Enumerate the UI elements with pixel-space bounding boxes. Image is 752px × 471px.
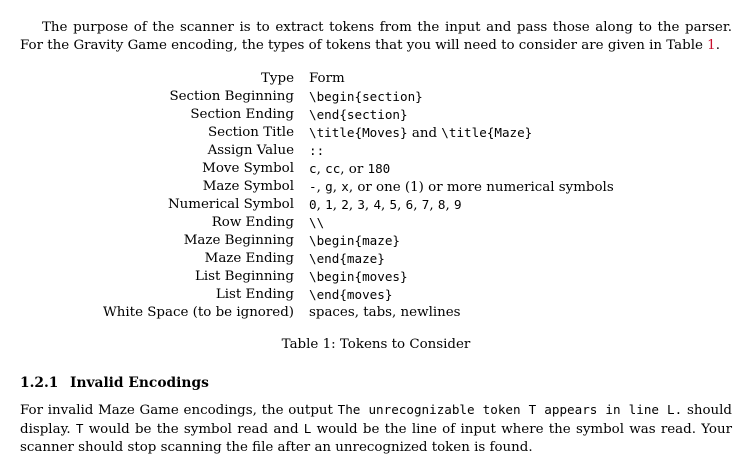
token-form <box>309 178 614 197</box>
token-form <box>309 124 532 143</box>
form-code: \title{Maze} <box>441 125 533 140</box>
token-form <box>309 304 461 322</box>
table-row <box>0 142 752 160</box>
form-code: 180 <box>367 161 391 176</box>
token-form <box>309 232 400 251</box>
form-text: , <box>397 198 406 213</box>
table-row <box>0 160 752 178</box>
form-code: \\ <box>309 215 325 230</box>
table-row <box>0 250 752 268</box>
form-text: , <box>429 198 438 213</box>
token-type: List Ending <box>215 287 294 302</box>
token-form <box>309 142 324 161</box>
form-code: 8 <box>437 197 446 212</box>
token-type: Maze Symbol <box>202 179 294 194</box>
token-form <box>309 196 462 215</box>
paragraph-text: would be the symbol read and <box>83 422 304 437</box>
form-text: , <box>316 162 326 177</box>
form-text: , <box>445 198 454 213</box>
form-text: , <box>348 198 358 213</box>
form-code: 2 <box>341 197 349 212</box>
form-code: x <box>341 179 349 194</box>
form-code: 4 <box>373 197 382 212</box>
table-header-row <box>0 70 752 88</box>
token-type: Section Beginning <box>169 89 294 104</box>
form-code: :: <box>309 143 325 158</box>
caption-text: Tokens to Consider <box>339 337 471 352</box>
table-row <box>0 286 752 304</box>
form-code: \begin{section} <box>309 89 423 104</box>
form-code: \end{section} <box>309 107 408 122</box>
paragraph-text: For invalid Maze Game encodings, the output <box>20 403 338 418</box>
header-type: Type <box>261 71 294 86</box>
form-code: - <box>309 179 317 194</box>
form-code: 7 <box>421 197 430 212</box>
form-text: , <box>332 198 342 213</box>
inline-code: T <box>75 421 84 436</box>
form-code: 6 <box>405 197 414 212</box>
form-code: 1 <box>325 197 333 212</box>
table-row <box>0 232 752 250</box>
intro-paragraph <box>20 19 732 55</box>
token-type: Move Symbol <box>202 161 294 176</box>
table-row <box>0 178 752 196</box>
token-type: Row Ending <box>211 215 294 230</box>
caption-label: Table 1: <box>281 337 336 352</box>
form-code: 0 <box>309 197 317 212</box>
table-row <box>0 214 752 232</box>
intro-text: The purpose of the scanner is to extract tokens from the input and pass those along to the parser. For the Gravity Game encoding, the types of tokens that you will need to consider are given in Table <box>20 20 732 53</box>
token-type: List Beginning <box>194 269 294 284</box>
form-code: \begin{maze} <box>309 233 400 248</box>
inline-code: L <box>303 421 312 436</box>
invalid-encodings-paragraph <box>20 401 732 457</box>
form-code: \begin{moves} <box>309 269 408 284</box>
table-row <box>0 88 752 106</box>
inline-code: The unrecognizable token T appears in line L. <box>337 402 683 417</box>
token-form <box>309 106 408 125</box>
form-text: , <box>364 198 374 213</box>
table-row <box>0 268 752 286</box>
form-code: cc <box>325 161 341 176</box>
paragraph-text: would be the line of input where the symbol was read. Your scanner should stop scanning the file after an unrecognized token is found. <box>20 422 732 455</box>
token-form <box>309 160 390 179</box>
token-form <box>309 214 324 233</box>
token-form <box>309 286 392 305</box>
form-code: 5 <box>389 197 398 212</box>
form-text: , <box>316 180 326 195</box>
form-text: , <box>332 180 342 195</box>
form-text: , or <box>340 162 368 177</box>
table-row <box>0 106 752 124</box>
paragraph-text: should display. <box>20 403 732 437</box>
section-title: Invalid Encodings <box>70 375 209 391</box>
token-form <box>309 268 408 287</box>
form-text: and <box>407 126 442 141</box>
token-form <box>309 88 423 107</box>
table-reference-link[interactable]: 1 <box>707 38 716 53</box>
form-text: , or one (1) or more numerical symbols <box>348 180 614 195</box>
token-form <box>309 250 385 269</box>
token-type: Maze Beginning <box>183 233 294 248</box>
form-code: \title{Moves} <box>309 125 408 140</box>
header-form: Form <box>309 71 345 86</box>
section-heading <box>20 374 209 392</box>
form-code: 3 <box>357 197 365 212</box>
form-text: , <box>413 198 422 213</box>
form-code: \end{maze} <box>309 251 385 266</box>
form-code: c <box>309 161 317 176</box>
table-row <box>0 304 752 322</box>
token-type: Maze Ending <box>204 251 294 266</box>
form-code: \end{moves} <box>309 287 393 302</box>
section-number: 1.2.1 <box>20 375 59 391</box>
intro-text-end: . <box>715 38 720 53</box>
token-type: Section Title <box>207 125 294 140</box>
token-type: Assign Value <box>207 143 294 158</box>
form-text: , <box>381 198 390 213</box>
token-type: White Space (to be ignored) <box>103 305 294 320</box>
form-text: , <box>316 198 326 213</box>
form-code: 9 <box>453 197 462 212</box>
form-code: g <box>325 179 333 194</box>
token-type: Section Ending <box>190 107 294 122</box>
table-caption <box>0 336 752 354</box>
table-row <box>0 124 752 142</box>
table-row <box>0 196 752 214</box>
form-text: spaces, tabs, newlines <box>309 305 461 320</box>
token-type: Numerical Symbol <box>167 197 294 212</box>
